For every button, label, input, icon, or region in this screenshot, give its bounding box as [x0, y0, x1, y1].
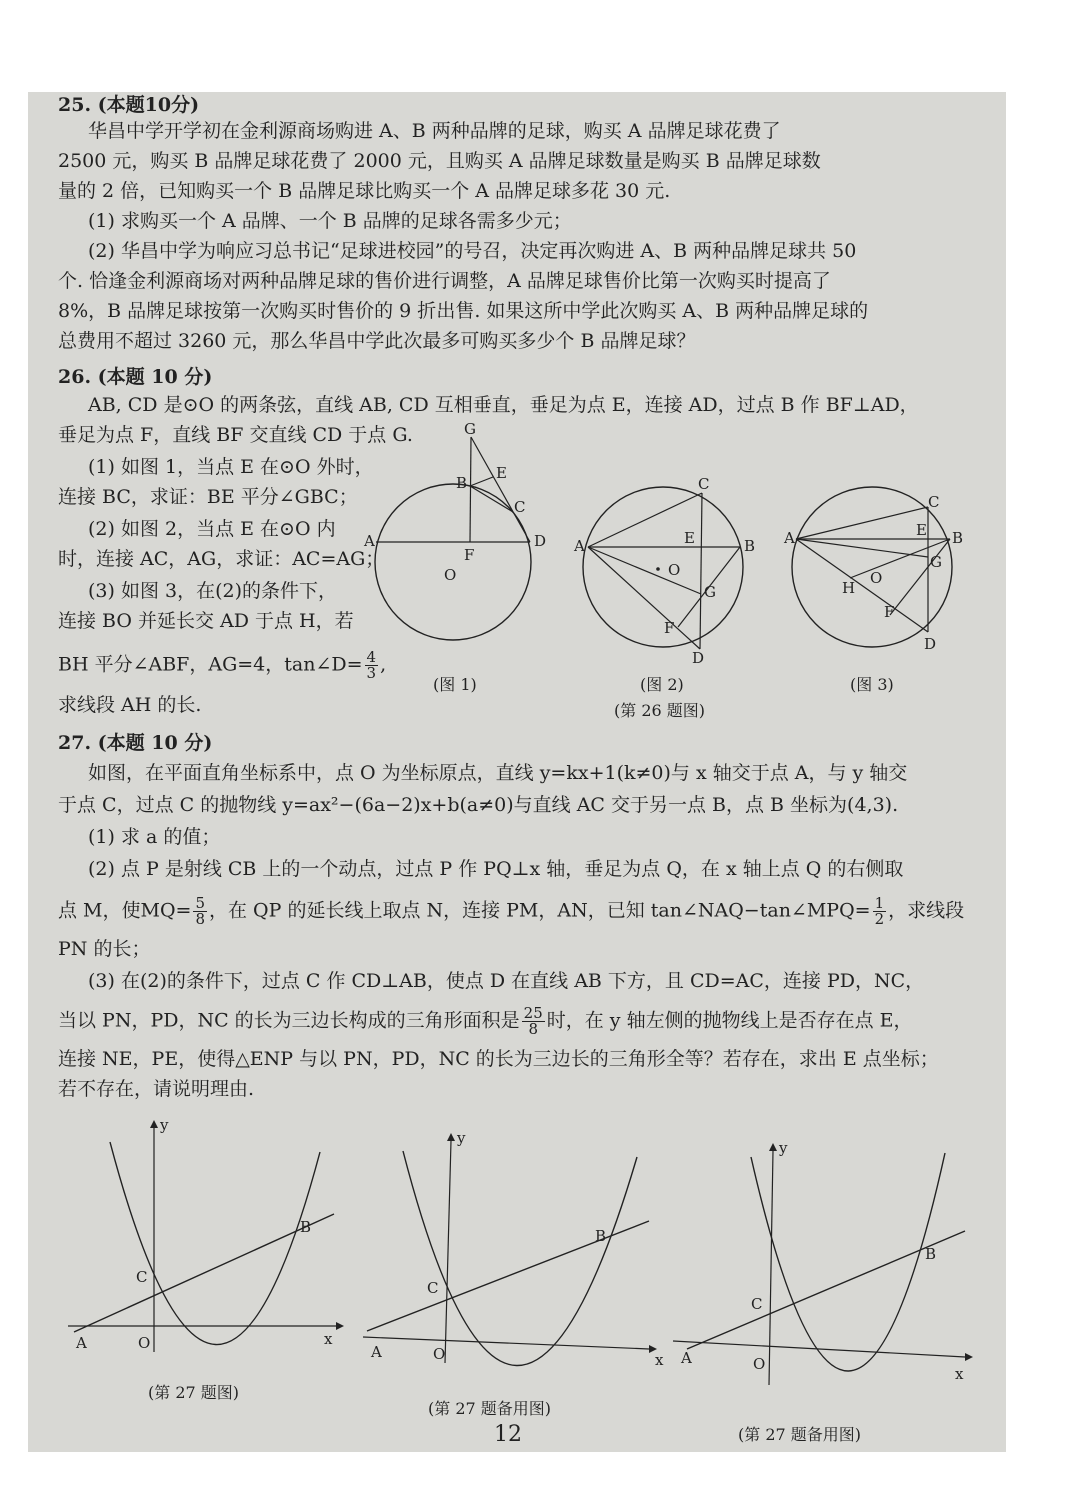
- label-h: H: [842, 579, 856, 597]
- fraction-four-thirds: $\frac{4}{3}$: [366, 648, 377, 682]
- label-origin: O: [753, 1355, 766, 1373]
- q25-text-line: 个. 恰逢金利源商场对两种品牌足球的售价进行调整，A 品牌足球售价比第一次购买时提高了: [58, 270, 831, 292]
- label-e: E: [916, 521, 927, 539]
- q26-part2: (2) 如图 2，当点 E 在⊙O 内: [88, 518, 336, 540]
- fraction-twenty-five-eighths: $\frac{25}{8}$: [523, 1004, 543, 1038]
- chord-cd: [700, 493, 702, 649]
- q27-graph-main: [68, 1116, 338, 1352]
- q27-text-segment: 点 M，使MQ=: [58, 899, 192, 922]
- line-ad: [588, 547, 700, 649]
- line-ac: [687, 1231, 965, 1349]
- q26-figure-2: [574, 475, 758, 667]
- y-axis-arrow-icon: [150, 1120, 158, 1128]
- q26-text-line: 连接 BC，求证：BE 平分∠GBC；: [58, 486, 358, 508]
- line-ag: [588, 547, 701, 594]
- q27-text-line: 如图，在平面直角坐标系中，点 O 为坐标原点，直线 y=kx+1(k≠0)与 x 轴交于点 A，与 y 轴交: [88, 762, 908, 784]
- label-f: F: [464, 546, 475, 564]
- x-axis: [363, 1337, 649, 1349]
- label-g: G: [930, 553, 942, 571]
- q27-text-segment: 当以 PN，PD，NC 的长为三边长构成的三角形面积是: [58, 1009, 520, 1032]
- fig3-caption: (图 3): [850, 675, 894, 694]
- label-x: x: [955, 1365, 964, 1383]
- label-o: O: [870, 569, 883, 587]
- q27-part2: (2) 点 P 是射线 CB 上的一个动点，过点 P 作 PQ⊥x 轴，垂足为点 Q，在 x 轴上点 Q 的右侧取: [88, 858, 904, 880]
- label-f: F: [884, 603, 895, 621]
- x-axis-arrow-icon: [965, 1353, 973, 1361]
- line-bc: [470, 486, 513, 512]
- q26-condition-text: BH 平分∠ABF，AG=4，tan∠D=: [58, 653, 363, 676]
- q26-part3: (3) 如图 3，在(2)的条件下，: [88, 580, 337, 602]
- q27-text-segment: ，求线段: [888, 899, 965, 922]
- label-a: A: [784, 529, 795, 547]
- label-d: D: [534, 532, 547, 550]
- label-origin: O: [433, 1345, 446, 1363]
- fig2-caption: (图 2): [640, 675, 684, 694]
- label-c: C: [136, 1268, 148, 1286]
- label-o: O: [668, 561, 681, 579]
- label-y: y: [457, 1129, 466, 1147]
- q27-text-segment: ，在 QP 的延长线上取点 N，连接 PM，AN，已知 tan∠NAQ−tan∠MPQ=: [209, 899, 871, 922]
- label-b: B: [744, 537, 756, 555]
- q25-part1: (1) 求购买一个 A 品牌、一个 B 品牌的足球各需多少元；: [88, 210, 572, 232]
- q26-text-line: 连接 BO 并延长交 AD 于点 H，若: [58, 610, 354, 632]
- line-ac: [796, 507, 928, 539]
- x-axis-arrow-icon: [336, 1322, 344, 1330]
- q25-part2: (2) 华昌中学为响应习总书记“足球进校园”的号召，决定再次购进 A、B 两种品牌足球共 50: [88, 240, 857, 262]
- q26-text-line: 垂足为点 F，直线 BF 交直线 CD 于点 G.: [58, 424, 413, 446]
- graph3-caption: (第 27 题备用图): [738, 1425, 862, 1444]
- label-a: A: [371, 1343, 382, 1361]
- label-b: B: [456, 474, 468, 492]
- q25-text-line: 华昌中学开学初在金利源商场购进 A、B 两种品牌的足球，购买 A 品牌足球花费了: [88, 120, 781, 142]
- q26-text-line: AB, CD 是⊙O 的两条弦，直线 AB, CD 互相垂直，垂足为点 E，连接 AD，过点 B 作 BF⊥AD，: [88, 394, 919, 416]
- label-f: F: [664, 619, 675, 637]
- line-ag: [796, 539, 928, 557]
- q26-text-line: 时，连接 AC，AG，求证：AC=AG；: [58, 548, 385, 570]
- q25-text-line: 2500 元，购买 B 品牌足球花费了 2000 元，且购买 A 品牌足球数量是购买 B 品牌足球数: [58, 150, 821, 172]
- exam-page: [28, 92, 1006, 1452]
- q27-text-line: 若不存在，请说明理由.: [58, 1078, 255, 1100]
- q26-figure-3: [784, 477, 970, 667]
- q27-text-line: 连接 NE，PE，使得△ENP 与以 PN，PD，NC 的长为三边长的三角形全等？若存在，求出 E 点坐标；: [58, 1048, 939, 1070]
- q26-figures-caption: (第 26 题图): [614, 701, 706, 720]
- q27-graph-backup-2: [673, 1139, 973, 1387]
- label-c: C: [427, 1279, 439, 1297]
- label-a: A: [574, 537, 585, 555]
- parabola: [751, 1153, 945, 1371]
- q27-text-segment: 时，在 y 轴左侧的抛物线上是否存在点 E，: [546, 1009, 913, 1032]
- line-ac: [74, 1214, 334, 1332]
- y-axis-arrow-icon: [447, 1133, 455, 1141]
- q26-header: 26. (本题 10 分): [58, 366, 213, 388]
- q26-condition-line: BH 平分∠ABF，AG=4，tan∠D= $\frac{4}{3}$ ,: [58, 648, 387, 682]
- label-origin: O: [138, 1334, 151, 1352]
- label-e: E: [684, 529, 695, 547]
- q26-text-line: 求线段 AH 的长.: [58, 694, 202, 716]
- q25-text-line: 总费用不超过 3260 元，那么华昌中学此次最多可购买多少个 B 品牌足球？: [58, 330, 696, 352]
- label-g: G: [704, 583, 716, 601]
- label-c: C: [698, 475, 710, 493]
- label-b: B: [595, 1227, 607, 1245]
- label-x: x: [324, 1330, 333, 1348]
- center-dot: [656, 567, 660, 571]
- label-x: x: [655, 1351, 664, 1369]
- q27-header: 27. (本题 10 分): [58, 732, 213, 754]
- page-number: 12: [494, 1422, 522, 1447]
- label-b: B: [300, 1218, 312, 1236]
- label-a: A: [364, 532, 375, 550]
- q25-text-line: 量的 2 倍，已知购买一个 B 品牌足球比购买一个 A 品牌足球多花 30 元.: [58, 180, 671, 202]
- line-ad: [796, 539, 928, 632]
- label-d: D: [692, 649, 705, 667]
- y-axis-arrow-icon: [769, 1143, 777, 1151]
- q27-area-condition: [58, 1006, 972, 1037]
- q27-part2-condition: [58, 896, 972, 927]
- q27-text-line: 于点 C，过点 C 的抛物线 y=ax²−(6a−2)x+b(a≠0)与直线 AC 交于另一点 B，点 B 坐标为(4,3).: [58, 794, 899, 816]
- label-b: B: [952, 529, 964, 547]
- label-c: C: [751, 1295, 763, 1313]
- q26-part1: (1) 如图 1，当点 E 在⊙O 外时，: [88, 456, 374, 478]
- q27-text-line: PN 的长；: [58, 938, 151, 960]
- label-b: B: [925, 1245, 937, 1263]
- label-c: C: [514, 498, 526, 516]
- fraction-five-eighths: $\frac{5}{8}$: [195, 894, 205, 928]
- graph1-caption: (第 27 题图): [148, 1383, 240, 1402]
- parabola: [110, 1142, 320, 1345]
- label-c: C: [928, 493, 940, 511]
- label-e: E: [496, 464, 507, 482]
- line-bf: [470, 437, 471, 542]
- parabola: [403, 1151, 637, 1366]
- y-axis: [769, 1151, 773, 1385]
- label-g: G: [464, 420, 476, 438]
- q27-graph-backup-1: [363, 1129, 664, 1369]
- label-o: O: [444, 566, 457, 584]
- label-y: y: [160, 1116, 169, 1134]
- q27-part1: (1) 求 a 的值；: [88, 826, 221, 848]
- graph2-caption: (第 27 题备用图): [428, 1399, 552, 1418]
- label-a: A: [681, 1349, 692, 1367]
- q26-figure-1: [364, 420, 558, 662]
- q25-text-line: 8%，B 品牌足球按第一次购买时售价的 9 折出售. 如果这所中学此次购买 A、B 两种品牌足球的: [58, 300, 869, 322]
- circle: [375, 484, 531, 640]
- y-axis: [445, 1141, 451, 1363]
- x-axis: [673, 1341, 965, 1357]
- fraction-one-half: $\frac{1}{2}$: [874, 894, 885, 928]
- q25-header: 25. (本题10分): [58, 94, 200, 116]
- label-d: D: [924, 635, 937, 653]
- line-ac: [367, 1221, 649, 1331]
- label-y: y: [779, 1139, 788, 1157]
- fig1-caption: (图 1): [433, 675, 477, 694]
- line-be: [470, 477, 493, 486]
- label-a: A: [76, 1334, 87, 1352]
- q27-part3: (3) 在(2)的条件下，过点 C 作 CD⊥AB，使点 D 在直线 AB 下方，且 CD=AC，连接 PD，NC，: [88, 970, 925, 992]
